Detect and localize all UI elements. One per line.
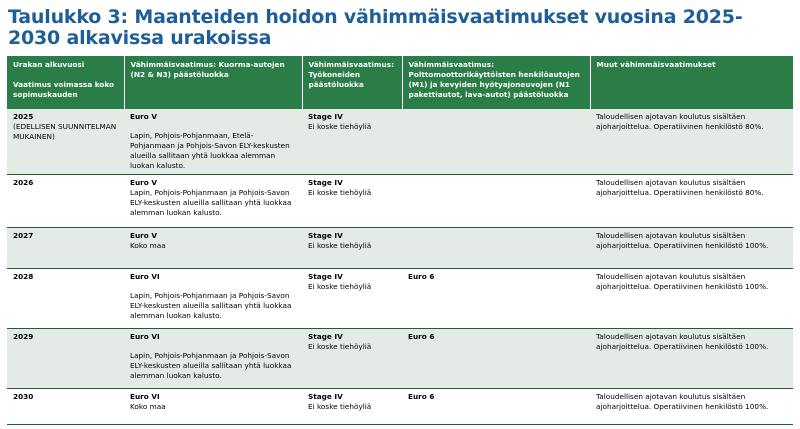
cell-other-requirements [590,269,793,329]
table-row [7,269,793,329]
truck-class-value: Euro V [130,231,157,240]
table-header-row [7,56,793,109]
cell-machine-class [302,109,402,175]
car-class-value: Euro 6 [408,392,435,401]
year-value: 2029 [13,332,34,341]
cell-machine-class [302,269,402,329]
machine-class-value: Stage IV [308,392,343,401]
cell-year [7,109,124,175]
truck-class-note: Lapin, Pohjois-Pohjanmaan, Etelä-Pohjanmaan ja Pohjois-Savon ELY-keskusten alueilla sallitaan yhtä luokkaa alemman luokan kalusto. [130,131,290,170]
cell-truck-class [124,269,302,329]
cell-other-requirements [590,389,793,425]
cell-other-requirements [590,228,793,269]
cell-machine-class [302,329,402,389]
other-requirements-value: Taloudellisen ajotavan koulutus sisältäen ajoharjoittelua. Operatiivinen henkilöstö 80%. [596,178,764,197]
header-other-requirements: Muut vähimmäisvaatimukset [590,56,793,109]
cell-machine-class [302,175,402,228]
cell-car-class [402,269,590,329]
machine-class-value: Stage IV [308,231,343,240]
other-requirements-value: Taloudellisen ajotavan koulutus sisältäen ajoharjoittelua. Operatiivinen henkilöstö 100%. [596,392,769,411]
machine-class-note: Ei koske tiehöyliä [308,342,372,351]
cell-year [7,329,124,389]
table-row [7,109,793,175]
cell-truck-class [124,228,302,269]
machine-class-value: Stage IV [308,178,343,187]
cell-machine-class [302,228,402,269]
truck-class-note: Lapin, Pohjois-Pohjanmaan ja Pohjois-Savon ELY-keskusten alueilla sallitaan yhtä luokkaa alemman luokan kalusto. [130,291,292,320]
requirements-table [7,56,793,425]
cell-other-requirements [590,175,793,228]
other-requirements-value: Taloudellisen ajotavan koulutus sisältäen ajoharjoittelua. Operatiivinen henkilöstö 100%. [596,332,769,351]
other-requirements-value: Taloudellisen ajotavan koulutus sisältäen ajoharjoittelua. Operatiivinen henkilöstö 80%. [596,112,764,131]
year-value: 2027 [13,231,34,240]
cell-truck-class [124,389,302,425]
truck-class-value: Euro V [130,112,157,121]
machine-class-note: Ei koske tiehöyliä [308,188,372,197]
truck-class-value: Euro V [130,178,157,187]
other-requirements-value: Taloudellisen ajotavan koulutus sisältäen ajoharjoittelua. Operatiivinen henkilöstö 100%. [596,231,769,250]
truck-class-note: Koko maa [130,402,166,411]
header-start-year-label: Urakan alkuvuosi [13,60,85,69]
truck-class-note: Lapin, Pohjois-Pohjanmaan ja Pohjois-Savon ELY-keskusten alueilla sallitaan yhtä luokkaa alemman luokan kalusto. [130,188,292,217]
cell-year [7,269,124,329]
machine-class-value: Stage IV [308,332,343,341]
cell-machine-class [302,389,402,425]
table-row [7,228,793,269]
cell-car-class [402,329,590,389]
other-requirements-value: Taloudellisen ajotavan koulutus sisältäen ajoharjoittelua. Operatiivinen henkilöstö 100%. [596,272,769,291]
machine-class-note: Ei koske tiehöyliä [308,282,372,291]
cell-other-requirements [590,109,793,175]
machine-class-note: Ei koske tiehöyliä [308,402,372,411]
header-car-class: Vähimmäisvaatimus: Polttomoottorikäyttöisten henkilöautojen (M1) ja kevyiden hyötyajoneuvojen (N1 pakettiautot, lava-autot) päästöluokka [402,56,590,109]
year-value: 2025 [13,112,34,121]
cell-other-requirements [590,329,793,389]
truck-class-note: Lapin, Pohjois-Pohjanmaan ja Pohjois-Savon ELY-keskusten alueilla sallitaan yhtä luokkaa alemman luokan kalusto. [130,351,292,380]
cell-car-class [402,175,590,228]
cell-car-class [402,109,590,175]
table-row [7,175,793,228]
machine-class-value: Stage IV [308,112,343,121]
machine-class-note: Ei koske tiehöyliä [308,241,372,250]
header-validity-label: Vaatimus voimassa koko sopimuskauden [13,80,115,99]
year-value: 2026 [13,178,34,187]
truck-class-note: Koko maa [130,241,166,250]
machine-class-note: Ei koske tiehöyliä [308,122,372,131]
car-class-value: Euro 6 [408,332,435,341]
header-truck-class: Vähimmäisvaatimus: Kuorma-autojen (N2 & N3) päästöluokka [124,56,302,109]
truck-class-value: Euro VI [130,392,160,401]
table-row [7,329,793,389]
table-row [7,389,793,425]
cell-year [7,228,124,269]
truck-class-value: Euro VI [130,272,160,281]
cell-truck-class [124,109,302,175]
year-value: 2028 [13,272,34,281]
car-class-value: Euro 6 [408,272,435,281]
cell-year [7,175,124,228]
machine-class-value: Stage IV [308,272,343,281]
year-value: 2030 [13,392,34,401]
cell-year [7,389,124,425]
truck-class-value: Euro VI [130,332,160,341]
year-note: (EDELLISEN SUUNNITELMAN MUKAINEN) [13,122,117,141]
cell-car-class [402,228,590,269]
cell-truck-class [124,175,302,228]
cell-truck-class [124,329,302,389]
cell-car-class [402,389,590,425]
header-machine-class: Vähimmäisvaatimus: Työkoneiden päästöluokka [302,56,402,109]
page-title: Taulukko 3: Maanteiden hoidon vähimmäisvaatimukset vuosina 2025-2030 alkavissa urakoissa [8,6,743,49]
header-start-year [7,56,124,109]
